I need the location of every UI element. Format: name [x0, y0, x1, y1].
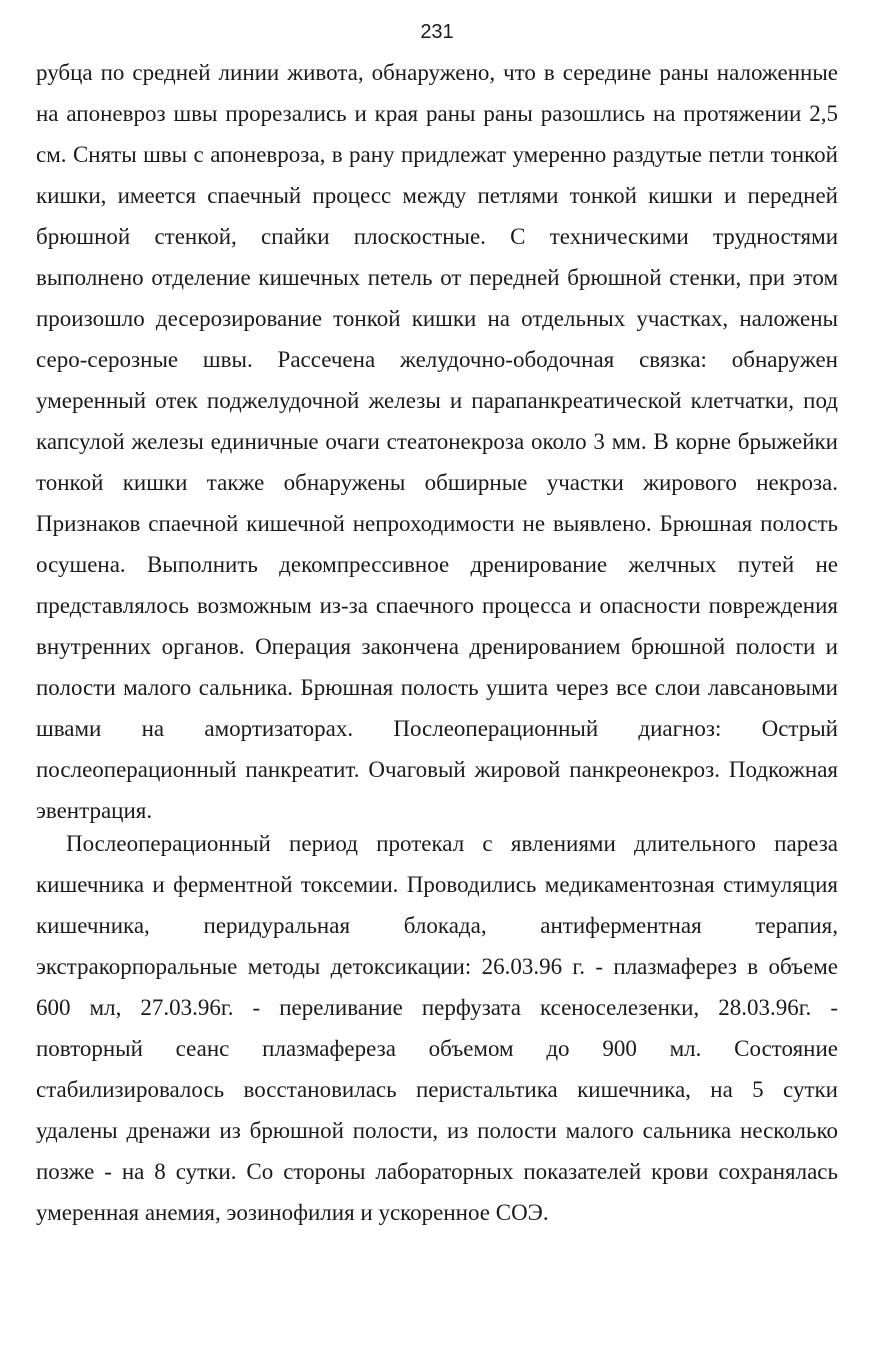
- page-number: 231: [420, 21, 454, 43]
- paragraph-operation-findings: рубца по средней линии живота, обнаружено, что в середине раны наложенные на апоневроз швы прорезались и края раны раны разошлись на протяжении 2,5 см. Сняты швы с апоневроза, в рану придлежат умеренно раздутые петли тонкой кишки, имеется спаечный процесс между петлями тонкой кишки и передней брюшной стенкой, спайки плоскостные. С техническими трудностями выполнено отделение кишечных петель от передней брюшной стенки, при этом произошло десерозирование тонкой кишки на отдельных участках, наложены серо-серозные швы. Рассечена желудочно-ободочная связка: обнаружен умеренный отек поджелудочной железы и парапанкреатической клетчатки, под капсулой железы единичные очаги стеатонекроза около 3 мм. В корне брыжейки тонкой кишки также обнаружены обширные участки жирового некроза. Признаков спаечной кишечной непроходимости не выявлено. Брюшная полость осушена. Выполнить декомпрессивное дренирование желчных путей не представлялось возможным из-за спаечного процесса и опасности повреждения внутренних органов. Операция закончена дренированием брюшной полости и полости малого сальника. Брюшная полость ушита через все слои лавсановыми швами на амортизаторах. Послеоперационный диагноз: Острый послеоперационный панкреатит. Очаговый жировой панкреонекроз. Подкожная эвентрация.: [36, 60, 838, 823]
- paragraph-postoperative-course: Послеоперационный период протекал с явлениями длительного пареза кишечника и ферментной токсемии. Проводились медикаментозная стимуляция кишечника, перидуральная блокада, антиферментная терапия, экстракорпоральные методы детоксикации: 26.03.96 г. - плазмаферез в объеме 600 мл, 27.03.96г. - переливание перфузата ксеноселезенки, 28.03.96г. - повторный сеанс плазмафереза объемом до 900 мл. Состояние стабилизировалось восстановилась перистальтика кишечника, на 5 сутки удалены дренажи из брюшной полости, из полости малого сальника несколько позже - на 8 сутки. Со стороны лабораторных показателей крови сохранялась умеренная анемия, эозинофилия и ускоренное СОЭ.: [36, 831, 838, 1225]
